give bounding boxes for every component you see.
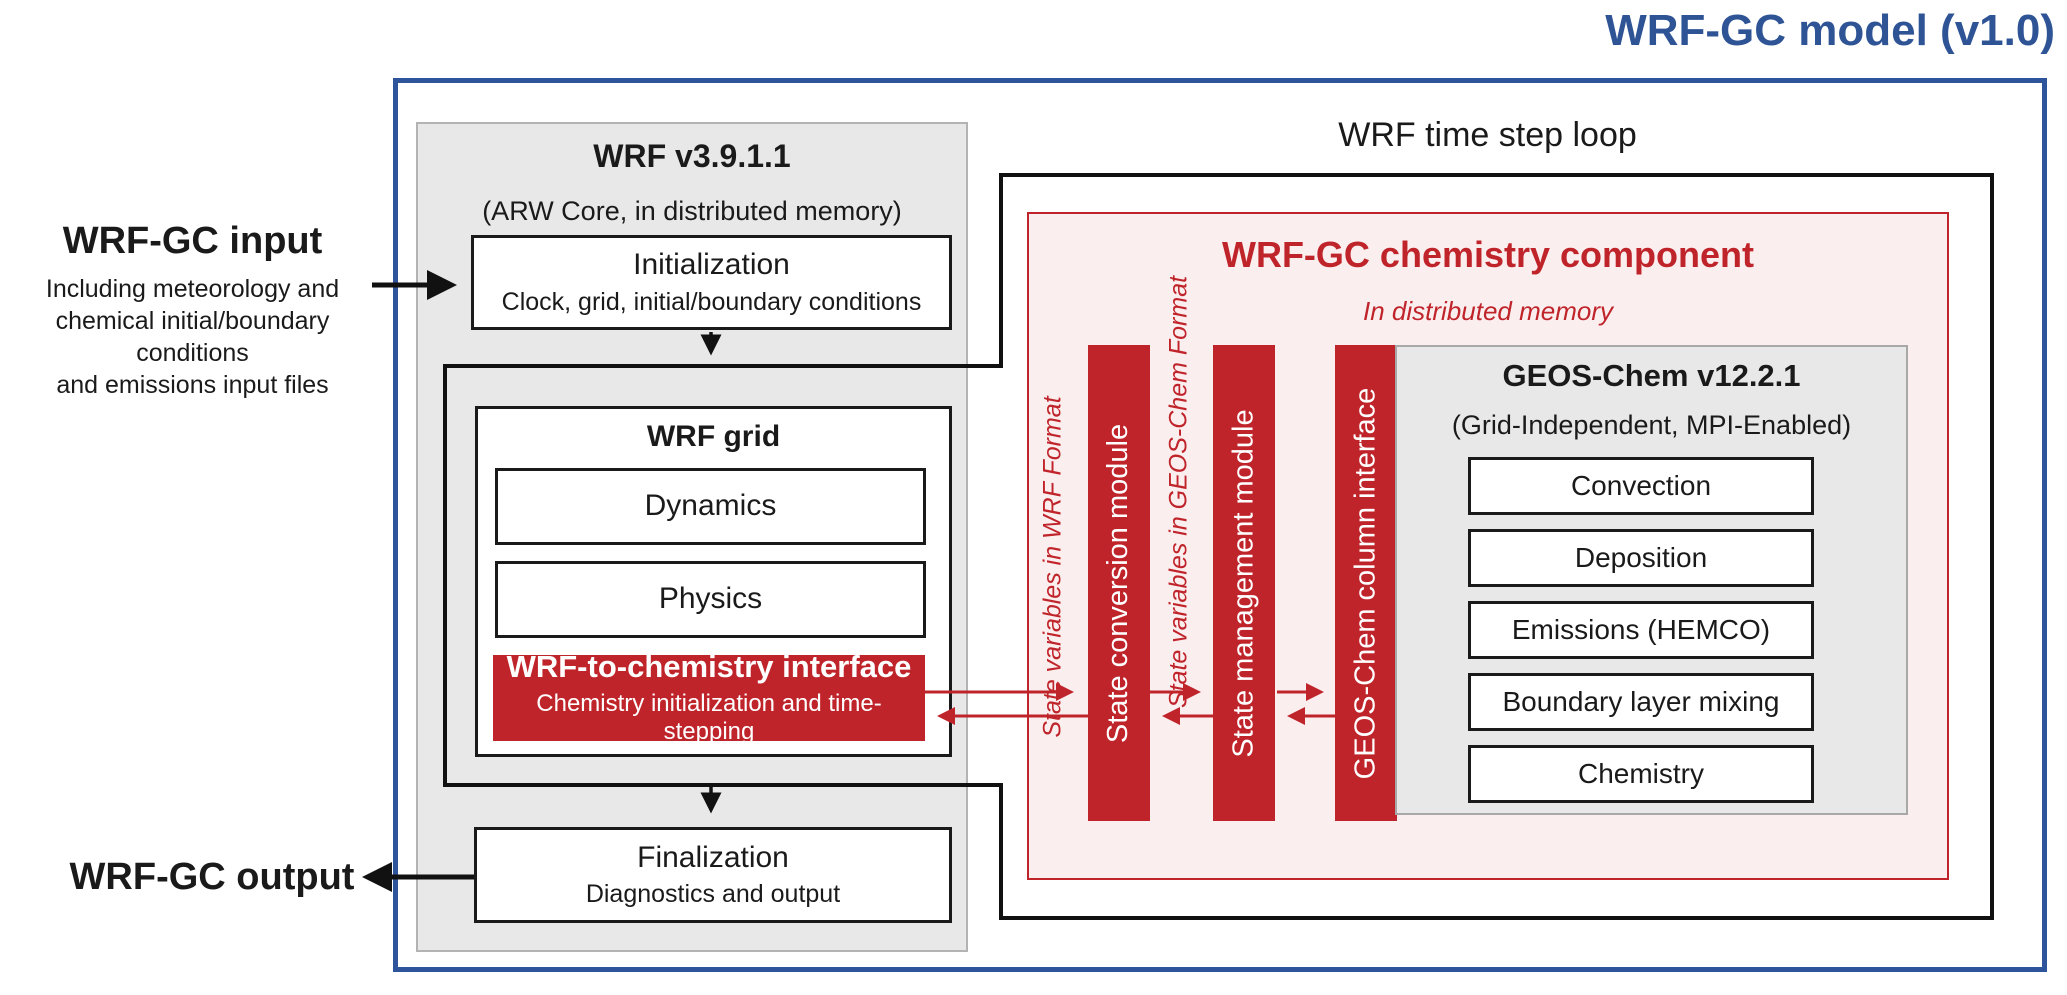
finalization-box <box>474 827 952 923</box>
wrf-gc-input-title: WRF-GC input <box>62 220 323 262</box>
geoschem-column-interface-bar <box>1335 345 1397 821</box>
wrf-gc-input-line: chemical initial/boundary conditions <box>55 306 330 367</box>
emissions-box <box>1468 601 1814 659</box>
state-management-module-label: State management module <box>1227 408 1260 758</box>
wrf-to-chemistry-interface-box <box>493 649 925 745</box>
chemistry-component-subtitle: In distributed memory <box>1363 296 1613 326</box>
time-step-loop-label: WRF time step loop <box>1338 116 1637 154</box>
interface-subtitle: Chemistry initialization and time-stepping <box>536 689 882 745</box>
chemistry-component-title: WRF-GC chemistry component <box>1221 234 1755 275</box>
wrf-gc-output-title: WRF-GC output <box>69 856 355 898</box>
physics-label: Physics <box>658 582 763 616</box>
geoschem-subtitle: (Grid-Independent, MPI-Enabled) <box>1451 410 1852 440</box>
initialization-title: Initialization <box>633 248 790 282</box>
geoschem-title: GEOS-Chem v12.2.1 <box>1502 358 1801 393</box>
finalization-title: Finalization <box>637 840 789 874</box>
boundary-layer-mixing-label: Boundary layer mixing <box>1502 686 1780 717</box>
interface-title: WRF-to-chemistry interface <box>506 649 912 685</box>
deposition-box <box>1468 529 1814 587</box>
convection-box <box>1468 457 1814 515</box>
wrf-gc-input-line: and emissions input files <box>56 370 329 399</box>
physics-box <box>495 561 926 638</box>
convection-label: Convection <box>1570 470 1712 501</box>
wrf-gc-input-line: Including meteorology and <box>45 274 340 303</box>
boundary-layer-mixing-box <box>1468 673 1814 731</box>
emissions-label: Emissions (HEMCO) <box>1511 614 1771 645</box>
geoschem-column-interface-label: GEOS-Chem column interface <box>1349 387 1382 779</box>
dynamics-label: Dynamics <box>644 489 777 523</box>
dynamics-box <box>495 468 926 545</box>
state-variables-geoschem-format-label: State variables in GEOS-Chem Format <box>1164 275 1193 709</box>
chemistry-box <box>1468 745 1814 803</box>
initialization-subtitle: Clock, grid, initial/boundary conditions <box>501 287 922 316</box>
wrf-grid-title: WRF grid <box>646 420 781 453</box>
finalization-subtitle: Diagnostics and output <box>585 880 841 909</box>
state-management-module-bar <box>1213 345 1275 821</box>
chemistry-label: Chemistry <box>1577 758 1704 789</box>
wrf-gc-input-annotation <box>5 220 380 401</box>
page-title: WRF-GC model (v1.0) <box>1605 6 2055 55</box>
state-variables-wrf-format-label: State variables in WRF Format <box>1038 396 1067 738</box>
deposition-label: Deposition <box>1574 542 1708 573</box>
state-conversion-module-bar <box>1088 345 1150 821</box>
initialization-box <box>471 235 952 330</box>
wrf-panel-subtitle: (ARW Core, in distributed memory) <box>482 196 902 226</box>
state-conversion-module-label: State conversion module <box>1102 423 1135 743</box>
wrf-panel-title: WRF v3.9.1.1 <box>593 138 791 174</box>
